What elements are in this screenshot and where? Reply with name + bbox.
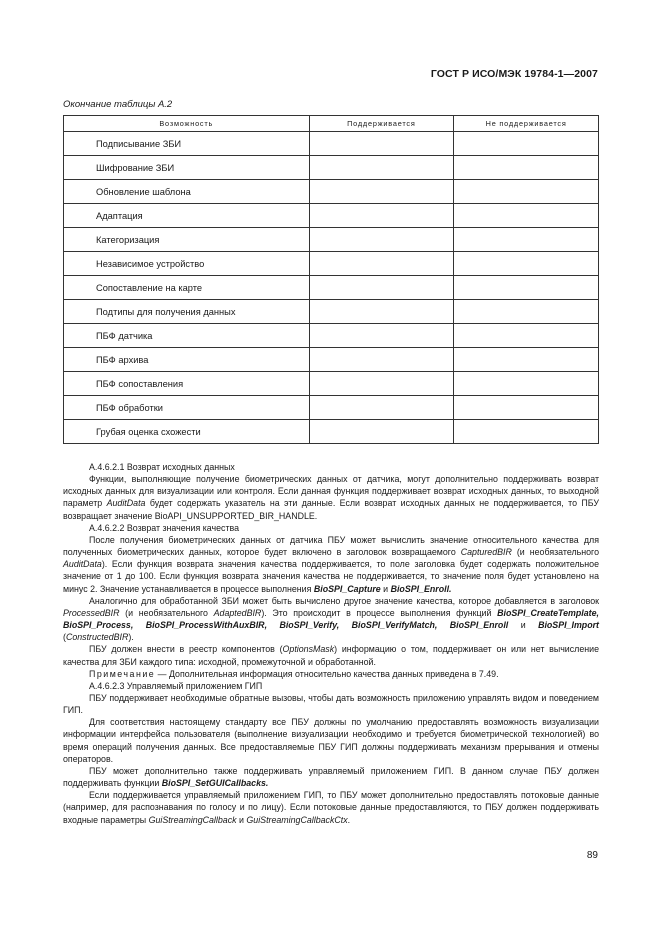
column-header-not-supported: Не поддерживается xyxy=(454,116,599,132)
section-heading-quality: А.4.6.2.2 Возврат значения качества xyxy=(89,522,240,533)
capability-name: Адаптация xyxy=(64,204,310,228)
document-header: ГОСТ Р ИСО/МЭК 19784-1—2007 xyxy=(430,68,598,80)
capability-name: Шифрование ЗБИ xyxy=(64,156,310,180)
supported-cell xyxy=(309,324,454,348)
page-number: 89 xyxy=(586,850,598,861)
capability-name: Подтипы для получения данных xyxy=(64,300,310,324)
not-supported-cell xyxy=(454,276,599,300)
supported-cell xyxy=(309,372,454,396)
table-row xyxy=(64,156,599,180)
not-supported-cell xyxy=(454,372,599,396)
not-supported-cell xyxy=(454,300,599,324)
table-row xyxy=(64,324,599,348)
supported-cell xyxy=(309,228,454,252)
not-supported-cell xyxy=(454,396,599,420)
section-heading-raw-data: А.4.6.2.1 Возврат исходных данных xyxy=(89,462,235,472)
not-supported-cell xyxy=(454,204,599,228)
supported-cell xyxy=(309,396,454,420)
column-header-supported: Поддерживается xyxy=(309,116,454,132)
not-supported-cell xyxy=(454,252,599,276)
capability-name: Обновление шаблона xyxy=(64,180,310,204)
capability-name: Грубая оценка схожести xyxy=(64,420,310,444)
body-text xyxy=(63,461,599,826)
not-supported-cell xyxy=(454,180,599,204)
not-supported-cell xyxy=(454,132,599,156)
capability-name: ПБФ обработки xyxy=(64,396,310,420)
supported-cell xyxy=(309,420,454,444)
supported-cell xyxy=(309,204,454,228)
supported-cell xyxy=(309,300,454,324)
paragraph-quality: После получения биометрических данных от датчика ПБУ может вычислить значение относительного качества для полученных биометрических данных, которое будет включено в заголовок возвращаемого CapturedBIR (и необязательного AuditData). Если функция возврата значения качества поддерживается, то поле заголовка будет содержать положительное значение от 1 до 100. Если функция возврата значения качества не поддерживается, то значение поля будет установлено на минус 2. Значение устанавливается в процессе выполнения BioSPI_Capture и BioSPI_Enroll. xyxy=(63,534,599,594)
capability-name: Категоризация xyxy=(64,228,310,252)
section-heading-gui: А.4.6.2.3 Управляемый приложением ГИП xyxy=(89,680,263,691)
supported-cell xyxy=(309,348,454,372)
paragraph-registry: ПБУ должен внести в реестр компонентов (OptionsMask) информацию о том, поддерживает он или нет вычисление качества для ЗБИ каждого типа: исходной, промежуточной и обработанной. xyxy=(63,644,599,667)
paragraph-streaming: Если поддерживается управляемый приложением ГИП, то ПБУ может дополнительно предоставлять потоковые данные (например, для распознавания по голосу и по лицу). Если потоковые данные предоставляются, то ПБУ должен поддерживать входные параметры GuiStreamingCallback и GuiStreamingCallbackCtx. xyxy=(63,790,599,825)
capability-name: Подписывание ЗБИ xyxy=(64,132,310,156)
note-label: Примечание xyxy=(89,668,156,679)
note: Примечание — Дополнительная информация относительно качества данных приведена в 7.49. xyxy=(89,668,499,679)
not-supported-cell xyxy=(454,228,599,252)
table-row xyxy=(64,348,599,372)
paragraph-gui-app: ПБУ может дополнительно также поддерживать управляемый приложением ГИП. В данном случае ПБУ должен поддерживать функции BioSPI_SetGUICallbacks. xyxy=(63,765,599,789)
capabilities-table xyxy=(63,115,599,444)
not-supported-cell xyxy=(454,420,599,444)
table-row xyxy=(64,300,599,324)
paragraph-raw-data: Функции, выполняющие получение биометрических данных от датчика, могут дополнительно поддерживать возврат исходных данных для визуализации или контроля. Если данная функция поддерживает возврат исходных данных, то выходной параметр AuditData будет содержать указатель на эти данные. Если возврат исходных данных не поддерживается, то ПБУ возвращает значение BioAPI_UNSUPPORTED_BIR_HANDLE. xyxy=(63,474,599,521)
table-caption: Окончание таблицы А.2 xyxy=(63,99,173,110)
supported-cell xyxy=(309,156,454,180)
paragraph-processed-quality: Аналогично для обработанной ЗБИ может быть вычислено другое значение качества, которое добавляется в заголовок ProcessedBIR (и необязательного AdaptedBIR). Это происходит в процессе выполнения функций BioSPI_CreateTemplate, BioSPI_Process, BioSPI_ProcessWithAuxBIR, BioSPI_Verify, BioSPI_VerifyMatch, BioSPI_Enroll и BioSPI_Import (ConstructedBIR). xyxy=(63,595,599,643)
table-row xyxy=(64,180,599,204)
paragraph-gui-default: Для соответствия настоящему стандарту все ПБУ должны по умолчанию предоставлять возможность визуализации информации интерфейса пользователя (выполнение визуализации необходимо и требуется биометрической технологией) во время операций получения данных. Все предоставляемые ПБУ ГИП должны поддерживать механизм прерывания и отмены операторов. xyxy=(63,717,599,764)
table-row xyxy=(64,204,599,228)
not-supported-cell xyxy=(454,156,599,180)
capability-name: ПБФ датчика xyxy=(64,324,310,348)
supported-cell xyxy=(309,180,454,204)
table-header-row xyxy=(64,116,599,132)
table-row xyxy=(64,252,599,276)
not-supported-cell xyxy=(454,324,599,348)
capability-name: ПБФ сопоставления xyxy=(64,372,310,396)
table-row xyxy=(64,372,599,396)
table-row xyxy=(64,420,599,444)
supported-cell xyxy=(309,132,454,156)
paragraph-gui-callbacks: ПБУ поддерживает необходимые обратные вызовы, чтобы дать возможность приложению управлять видом и поведением ГИП. xyxy=(63,692,599,716)
capability-name: Сопоставление на карте xyxy=(64,276,310,300)
table-row xyxy=(64,228,599,252)
supported-cell xyxy=(309,276,454,300)
table-row xyxy=(64,132,599,156)
table-row xyxy=(64,276,599,300)
supported-cell xyxy=(309,252,454,276)
not-supported-cell xyxy=(454,348,599,372)
capability-name: ПБФ архива xyxy=(64,348,310,372)
column-header-capability: Возможность xyxy=(64,116,310,132)
table-row xyxy=(64,396,599,420)
capability-name: Независимое устройство xyxy=(64,252,310,276)
